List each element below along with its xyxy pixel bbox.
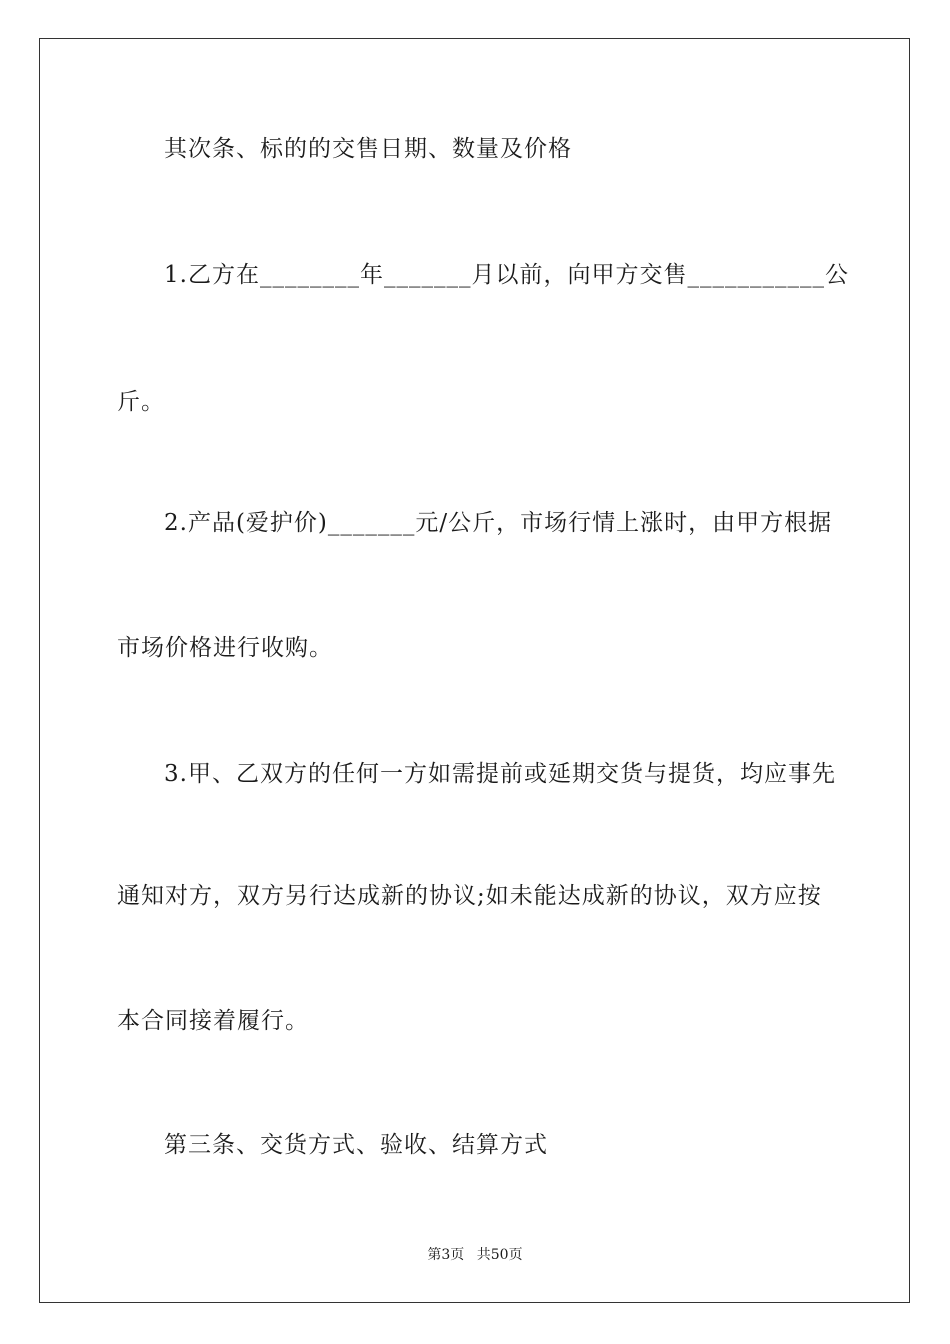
section-heading-2: 其次条、标的的交售日期、数量及价格 xyxy=(164,136,572,162)
clause-2-line-2: 市场价格进行收购。 xyxy=(117,635,333,661)
page-footer xyxy=(0,1246,950,1264)
clause-1-line-1: 1.乙方在________年_______月以前，向甲方交售___________公 xyxy=(164,262,849,288)
clause-3-line-1: 3.甲、乙双方的任何一方如需提前或延期交货与提货，均应事先 xyxy=(164,761,836,787)
clause-2-line-1: 2.产品(爱护价)_______元/公斤，市场行情上涨时，由甲方根据 xyxy=(164,510,833,536)
clause-3-line-3: 本合同接着履行。 xyxy=(117,1008,309,1034)
page-border xyxy=(39,38,910,1303)
page-number-total: 共50页 xyxy=(476,1247,523,1263)
clause-3-line-2: 通知对方，双方另行达成新的协议;如未能达成新的协议，双方应按 xyxy=(117,883,822,909)
page-number-current: 第3页 xyxy=(427,1247,465,1263)
section-heading-3: 第三条、交货方式、验收、结算方式 xyxy=(164,1132,548,1158)
clause-1-line-2: 斤。 xyxy=(117,389,165,415)
